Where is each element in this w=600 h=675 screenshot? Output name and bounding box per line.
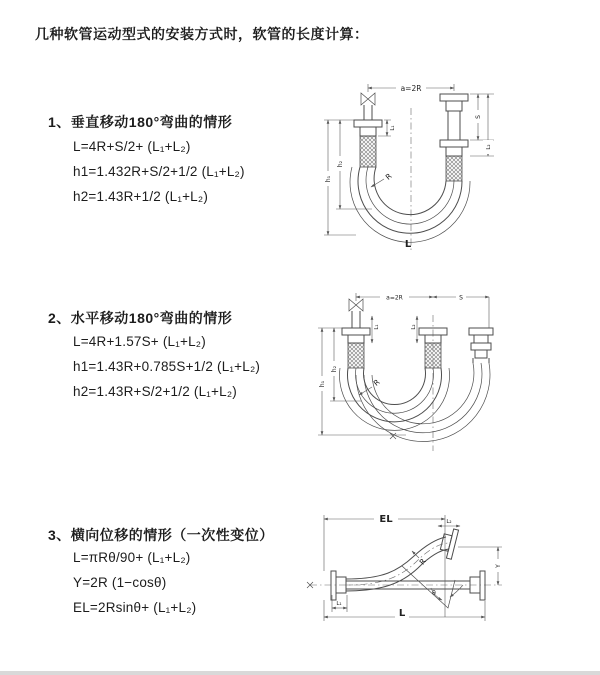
dim-label-l1: L₁	[390, 125, 396, 131]
dim-label-h2: h₂	[337, 160, 344, 168]
diagram-lateral-displacement	[298, 492, 600, 672]
right-flange-2	[471, 343, 491, 350]
middle-braid	[425, 343, 441, 368]
right-leg	[473, 358, 489, 363]
dim-label-theta: θ	[432, 590, 436, 597]
left-braid	[348, 343, 364, 368]
dim-label-el: EL	[379, 514, 393, 525]
hose-loop-1	[356, 368, 434, 413]
bottom-tick	[390, 433, 396, 439]
section-3-heading: 3、横向位移的情形（一次性变位）	[48, 527, 274, 543]
dim-label-a2r: a=2R	[386, 294, 403, 302]
dim-label-h2: h₂	[331, 365, 338, 373]
formula-line: EL=2Rsinθ+ (L₁+L₂)	[73, 600, 197, 615]
left-flange-hub	[348, 335, 364, 343]
left-braid	[360, 136, 376, 167]
formula-line: Y=2R (1−cosθ)	[73, 575, 167, 590]
formula-line: h1=1.432R+S/2+1/2 (L₁+L₂)	[73, 164, 245, 179]
dim-label-l: L	[404, 239, 412, 250]
angle-construction	[402, 566, 455, 608]
right-flange	[469, 328, 493, 335]
dim-label-l: L	[398, 608, 406, 619]
diagram-horizontal-bend	[306, 283, 592, 463]
formula-line: h2=1.43R+1/2 (L₁+L₂)	[73, 189, 209, 204]
dim-label-a2r: a=2R	[400, 84, 422, 93]
dim-label-s: S	[475, 115, 482, 119]
dim-label-l2: L₂	[446, 519, 452, 525]
dim-label-r: R	[417, 556, 428, 567]
formula-line: L=4R+1.57S+ (L₁+L₂)	[73, 334, 206, 349]
hose-loop-1	[364, 368, 426, 405]
right-hub-upper	[446, 101, 462, 111]
hose-loop	[366, 167, 454, 224]
upper-flange	[439, 527, 459, 559]
dim-label-r: R	[371, 377, 382, 388]
formula-line: h2=1.43R+S/2+1/2 (L₁+L₂)	[73, 384, 237, 399]
hose-loop-2	[356, 363, 490, 442]
left-pipe	[364, 105, 372, 120]
section-1-heading: 1、垂直移动180°弯曲的情形	[48, 114, 233, 130]
formula-line: L=πRθ/90+ (L₁+L₂)	[73, 550, 191, 565]
dim-label-l2: L₂	[411, 324, 417, 330]
dim-label-l1: L₁	[374, 324, 380, 330]
right-pipe	[448, 111, 460, 140]
right-flange-hub	[474, 335, 488, 343]
left-flange	[354, 120, 382, 127]
left-flange	[342, 328, 370, 335]
hose-loop-2	[372, 363, 474, 424]
dim-label-l1: L₁	[336, 601, 342, 607]
right-braid	[446, 156, 462, 181]
right-flange-upper	[440, 94, 468, 101]
right-flange-lower	[440, 140, 468, 147]
dim-label-h1: h₁	[325, 175, 332, 183]
page-bottom-edge	[0, 671, 600, 675]
radius-leader	[371, 179, 384, 187]
right-hub-2	[475, 350, 487, 358]
dim-label-r: R	[383, 171, 394, 182]
dim-label-h1: h₁	[319, 380, 326, 388]
doc-title: 几种软管运动型式的安装方式时，软管的长度计算：	[35, 26, 369, 42]
dim-label-y: Y	[495, 564, 502, 568]
left-flange-hub	[360, 127, 376, 136]
diagram-vertical-bend	[310, 68, 590, 263]
hose-curve	[346, 537, 446, 579]
dim-label-l2: L₂	[486, 144, 492, 150]
section-2-heading: 2、水平移动180°弯曲的情形	[48, 310, 233, 326]
dim-label-s: S	[459, 294, 463, 302]
formula-line: h1=1.43R+0.785S+1/2 (L₁+L₂)	[73, 359, 261, 374]
formula-line: L=4R+S/2+ (L₁+L₂)	[73, 139, 191, 154]
left-pipe	[352, 311, 360, 328]
right-flange-plate	[480, 571, 485, 600]
valve-symbol	[361, 93, 375, 105]
right-hub-lower	[446, 147, 462, 156]
